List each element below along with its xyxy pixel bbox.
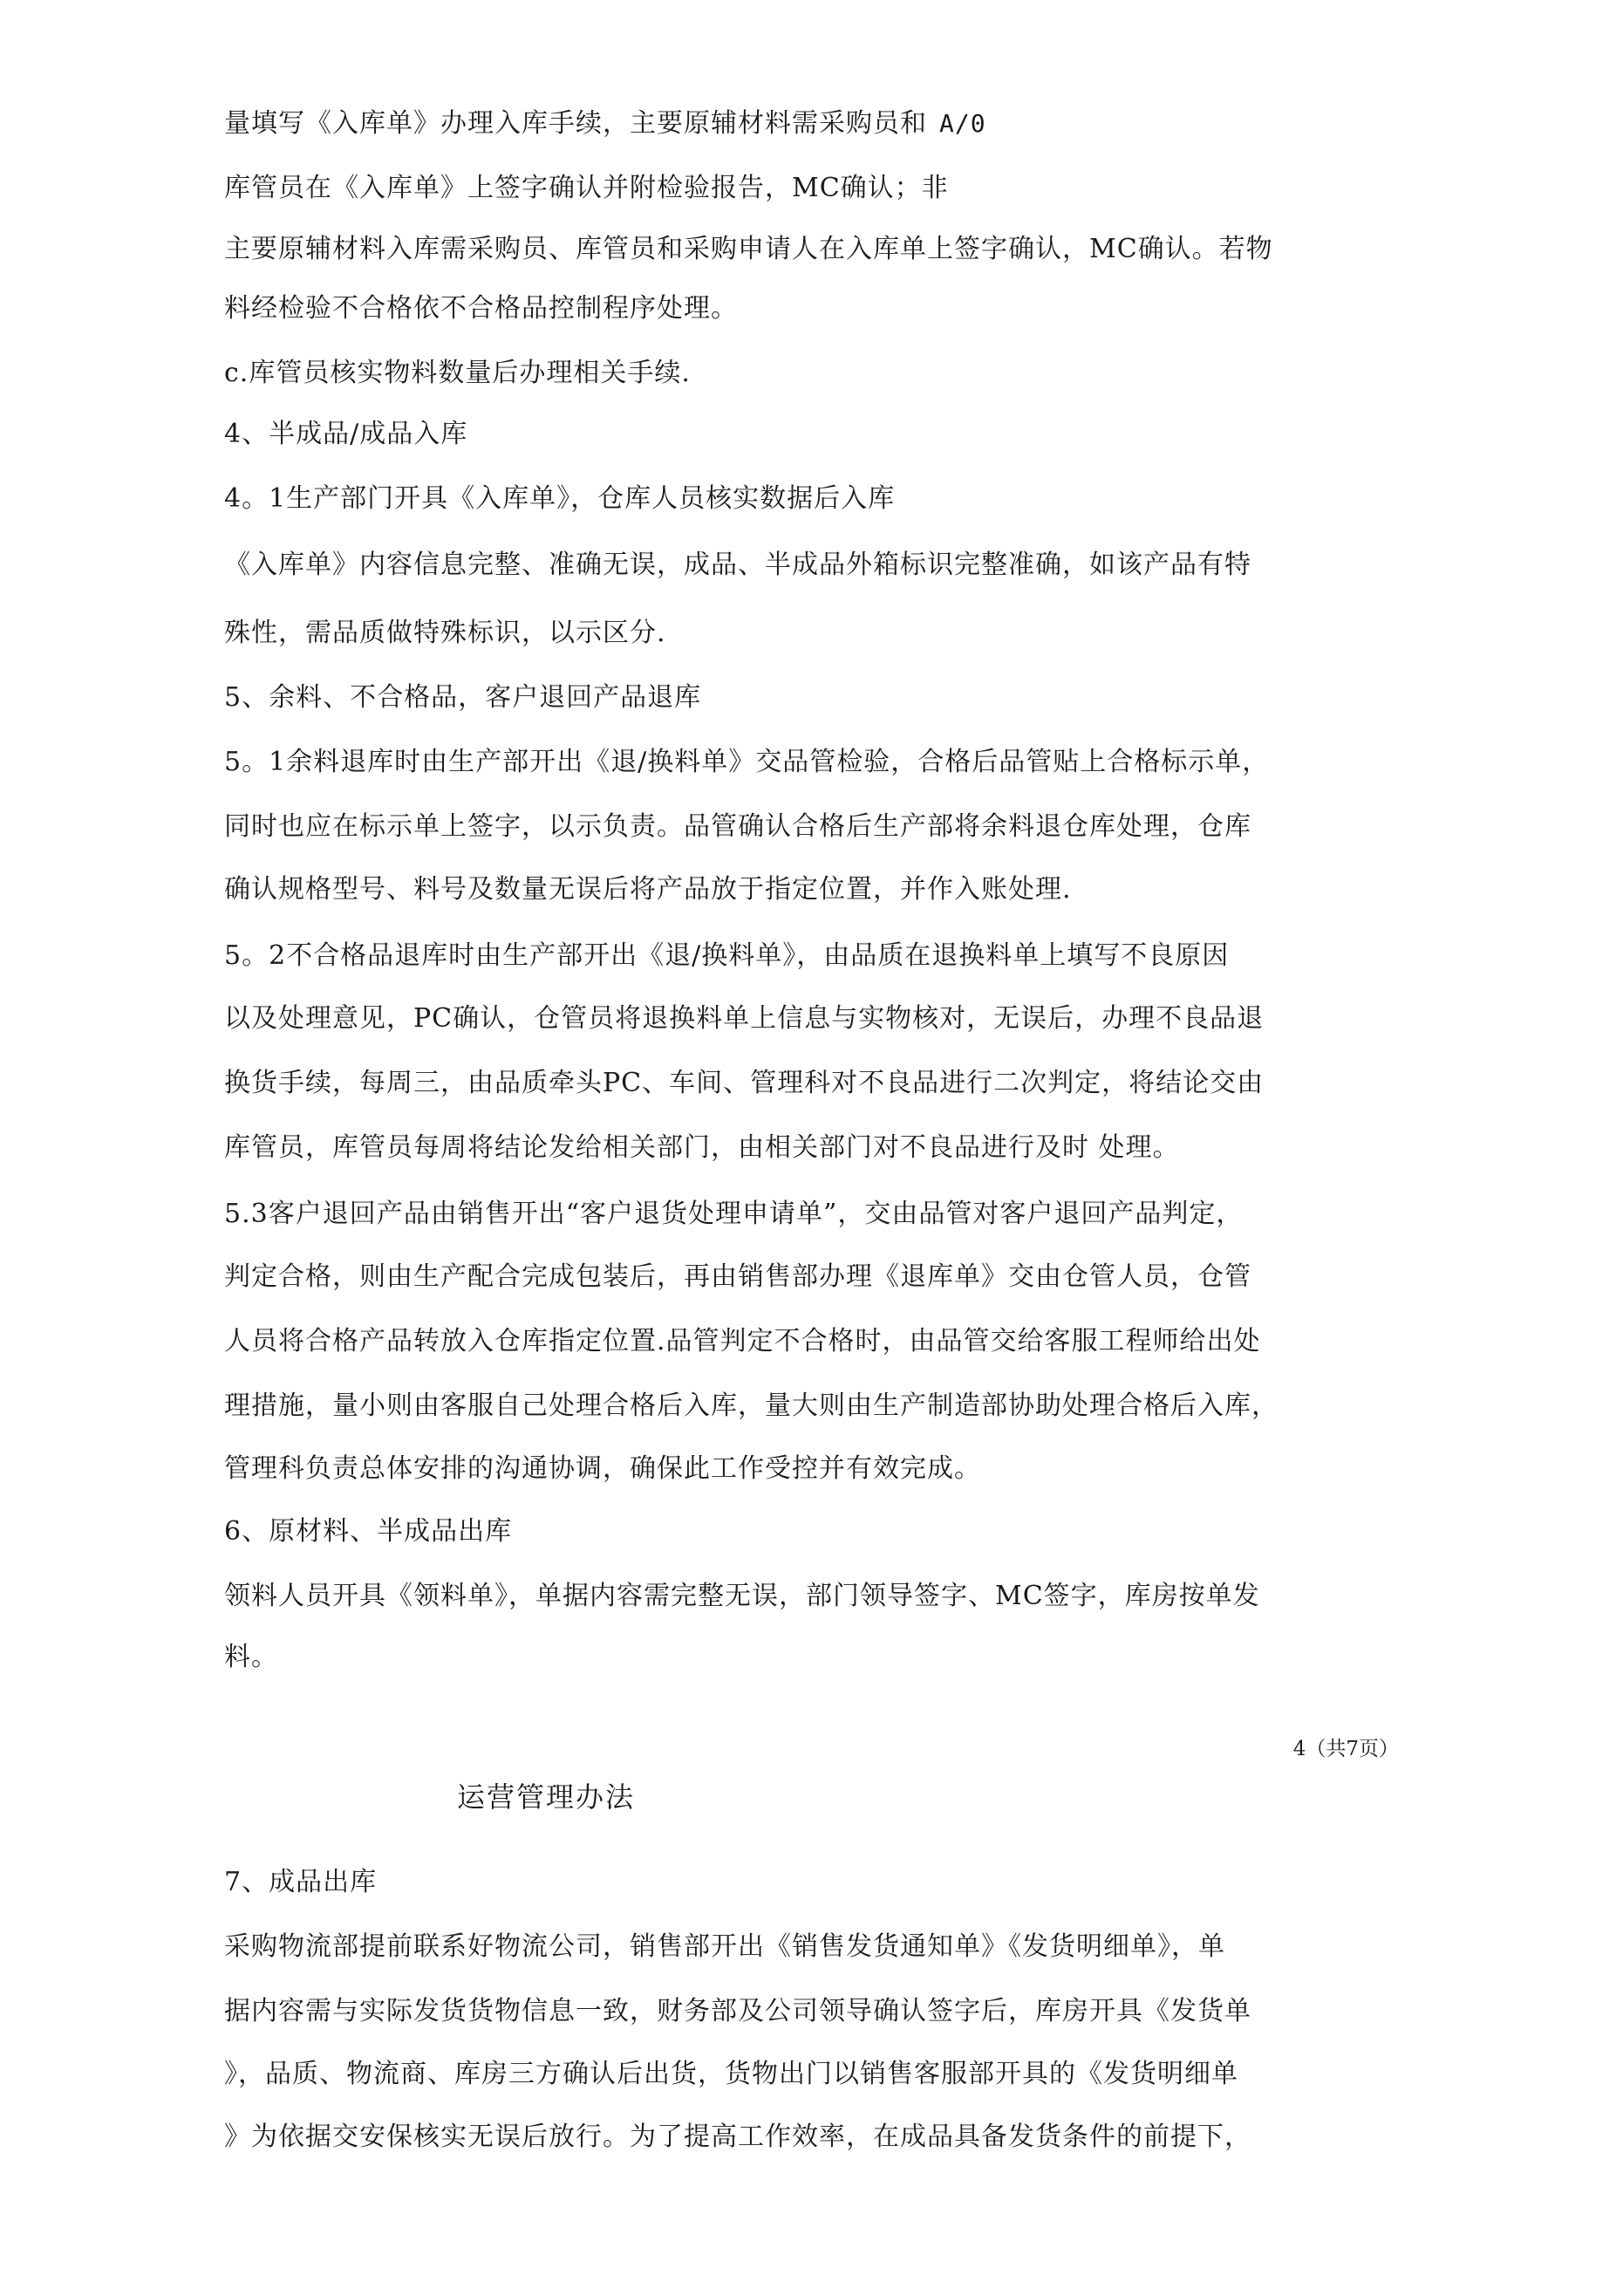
text-line: 《入库单》内容信息完整、准确无误，成品、半成品外箱标识完整准确，如该产品有特 (224, 550, 1251, 580)
section-heading: 6、原材料、半成品出库 (224, 1516, 513, 1547)
text-line: 领料人员开具《领料单》，单据内容需完整无误，部门领导签字、MC签字，库房按单发 (224, 1581, 1260, 1611)
text-line: 料。 (224, 1642, 278, 1672)
text-line: 库管员在《入库单》上签字确认并附检验报告，MC确认；非 (224, 173, 949, 203)
text-line: 5。1余料退库时由生产部开出《退/换料单》交品管检验，合格后品管贴上合格标示单， (224, 747, 1270, 777)
text-line: 库管员，库管员每周将结论发给相关部门，由相关部门对不良品进行及时 处理。 (224, 1132, 1180, 1163)
page-number: 4（共7页） (1292, 1738, 1399, 1760)
text-line: 主要原辅材料入库需采购员、库管员和采购申请人在入库单上签字确认，MC确认。若物 (224, 234, 1273, 264)
text-line (224, 106, 986, 141)
text-line: c.库管员核实物料数量后办理相关手续. (224, 358, 691, 388)
text-line: 以及处理意见，PC确认，仓管员将退换料单上信息与实物核对，无误后，办理不良品退 (224, 1003, 1265, 1034)
section-heading: 7、成品出库 (224, 1867, 378, 1897)
subsection-heading: 4。1生产部门开具《入库单》，仓库人员核实数据后入库 (224, 483, 896, 514)
text-line: 确认规格型号、料号及数量无误后将产品放于指定位置，并作入账处理. (224, 874, 1072, 905)
section-heading: 4、半成品/成品入库 (224, 419, 468, 449)
section-heading: 5、余料、不合格品，客户退回产品退库 (224, 682, 702, 713)
text-line: 料经检验不合格依不合格品控制程序处理。 (224, 293, 738, 324)
running-header-title: 运营管理办法 (457, 1780, 636, 1814)
text-line: 殊性，需品质做特殊标识，以示区分. (224, 618, 666, 648)
text-line: 理措施，量小则由客服自己处理合格后入库，量大则由生产制造部协助处理合格后入库， (224, 1391, 1279, 1421)
text-line: 管理科负责总体安排的沟通协调，确保此工作受控并有效完成。 (224, 1453, 981, 1484)
text-line: 同时也应在标示单上签字，以示负责。品管确认合格后生产部将余料退仓库处理，仓库 (224, 811, 1251, 842)
text-line: 5.3客户退回产品由销售开出“客户退货处理申请单”，交由品管对客户退回产品判定， (224, 1199, 1244, 1229)
text-line: 5。2不合格品退库时由生产部开出《退/换料单》，由品质在退换料单上填写不良原因 (224, 940, 1230, 971)
text-line: 》为依据交安保核实无误后放行。为了提高工作效率，在成品具备发货条件的前提下， (224, 2122, 1251, 2152)
text-line: 据内容需与实际发货货物信息一致，财务部及公司领导确认签字后，库房开具《发货单 (224, 1996, 1251, 2026)
text-line: 》，品质、物流商、库房三方确认后出货，货物出门以销售客服部开具的《发货明细单 (224, 2059, 1238, 2089)
text-line: 换货手续，每周三，由品质牵头PC、车间、管理科对不良品进行二次判定，将结论交由 (224, 1068, 1265, 1098)
text-line: 人员将合格产品转放入仓库指定位置.品管判定不合格时，由品管交给客服工程师给出处 (224, 1326, 1261, 1356)
text-line: 判定合格，则由生产配合完成包装后，再由销售部办理《退库单》交由仓管人员，仓管 (224, 1261, 1251, 1292)
text-line: 采购物流部提前联系好物流公司，销售部开出《销售发货通知单》《发货明细单》，单 (224, 1931, 1225, 1962)
text-line-body: 量填写《入库单》办理入库手续，主要原辅材料需采购员和 (224, 108, 927, 139)
revision-tag: A/0 (939, 109, 986, 138)
